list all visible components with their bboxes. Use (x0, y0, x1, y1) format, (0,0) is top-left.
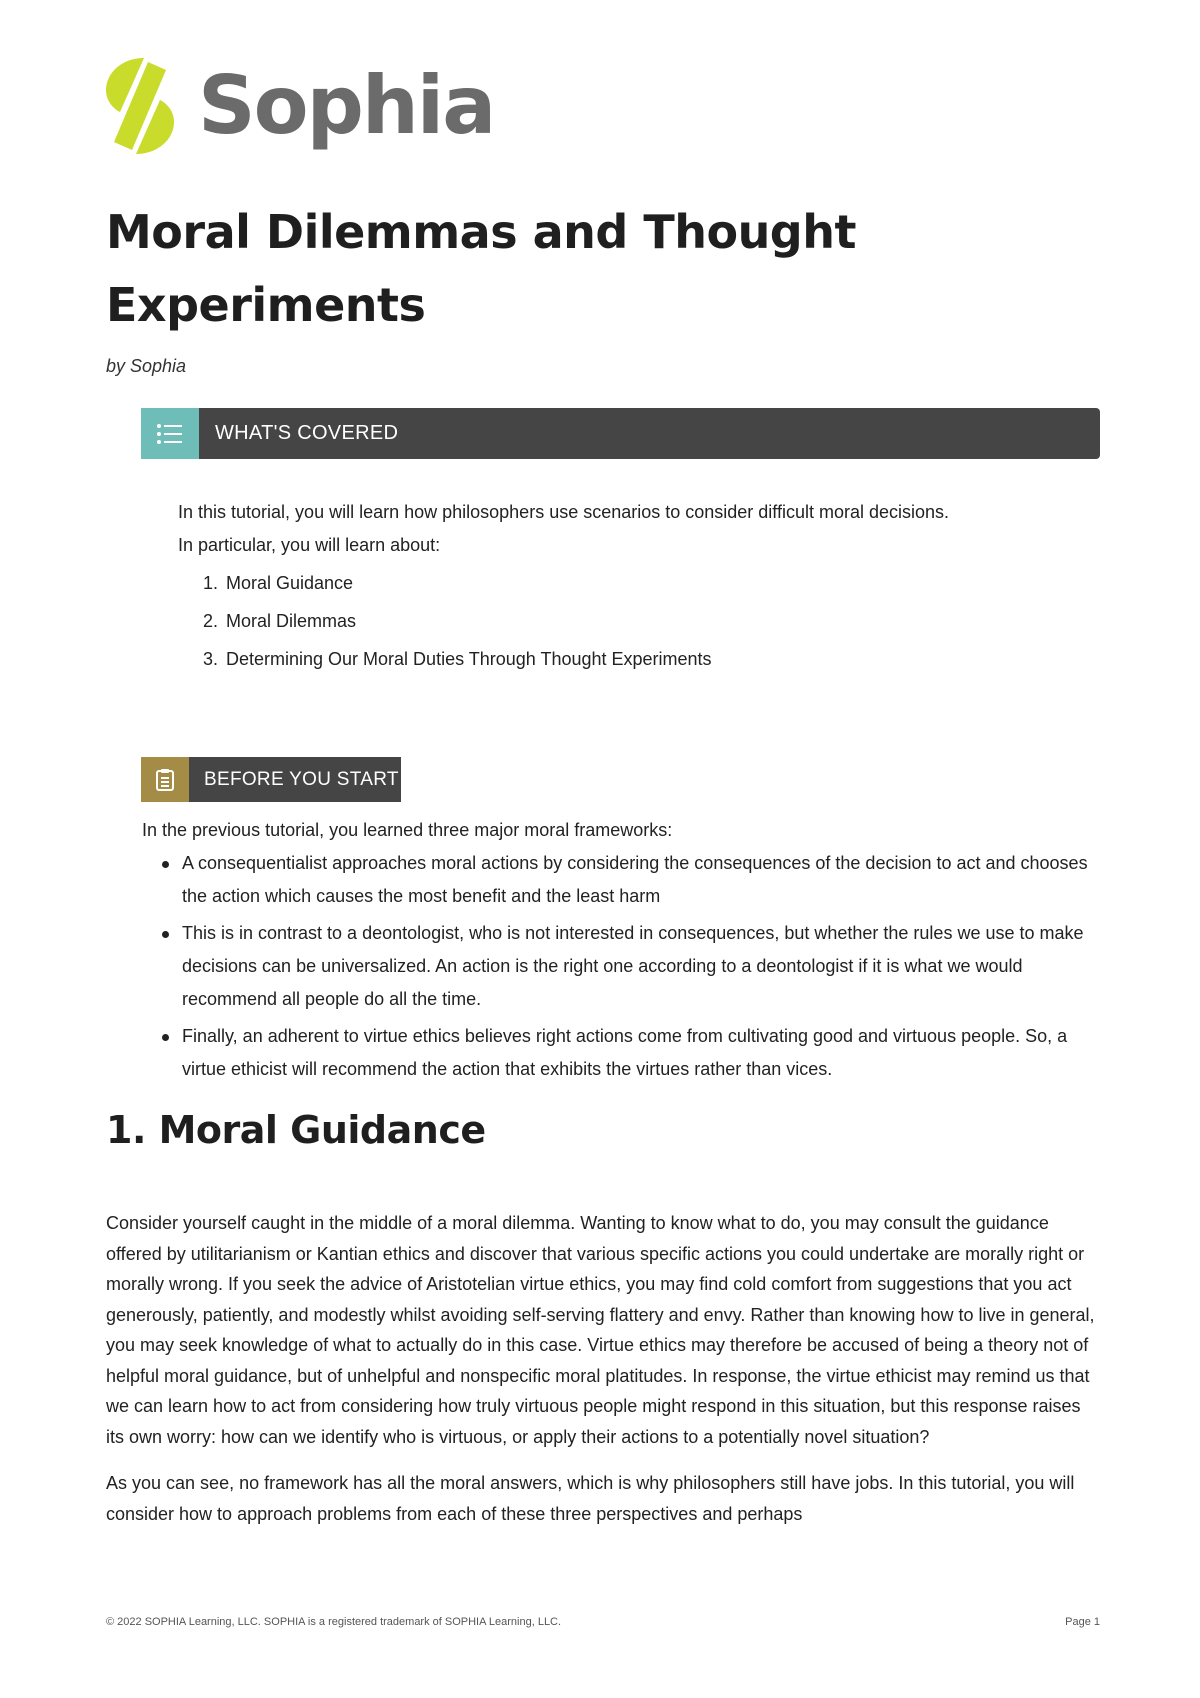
list-item: 1. Moral Guidance (202, 572, 354, 593)
footer-copyright: © 2022 SOPHIA Learning, LLC. SOPHIA is a registered trademark of SOPHIA Learning, LLC. (106, 1616, 562, 1628)
page-number: Page 1 (1065, 1616, 1100, 1628)
before-you-start-list (142, 847, 1102, 1086)
sophia-logo-icon (104, 56, 176, 156)
section-heading: 1. Moral Guidance (106, 1108, 486, 1152)
list-icon (141, 408, 199, 459)
byline: by Sophia (106, 356, 187, 376)
whats-covered-label: WHAT'S COVERED (215, 422, 399, 444)
list-item: 2. Moral Dilemmas (202, 610, 357, 631)
list-item: 3. Determining Our Moral Duties Through Thought Experiments (202, 648, 712, 669)
whats-covered-intro: In this tutorial, you will learn how philosophers use scenarios to consider difficult moral decisions. (178, 502, 950, 522)
page-title: Moral Dilemmas and Thought Experiments (106, 205, 856, 332)
clipboard-icon (141, 757, 189, 802)
before-you-start-body (142, 814, 1102, 1090)
before-you-start-header (141, 757, 401, 802)
logo-wordmark: Sophia (198, 59, 495, 152)
list-item: Finally, an adherent to virtue ethics believes right actions come from cultivating good and virtuous people. So, a virtue ethicist will recommend the action that exhibits the virtues rather than vices. (142, 1020, 1102, 1086)
list-item: This is in contrast to a deontologist, who is not interested in consequences, but whether the rules we use to make decisions can be universalized. An action is the right one according to a deontologist if it is what we would recommend all people do all the time. (142, 917, 1102, 1016)
before-you-start-intro: In the previous tutorial, you learned three major moral frameworks: (142, 820, 673, 840)
whats-covered-body (178, 496, 1078, 678)
sophia-logo (104, 56, 494, 156)
list-item: A consequentialist approaches moral actions by considering the consequences of the decision to act and chooses the action which causes the most benefit and the least harm (142, 847, 1102, 913)
paragraph: As you can see, no framework has all the moral answers, which is why philosophers still have jobs. In this tutorial, you will consider how to approach problems from each of these three perspectives and perhaps (106, 1473, 1075, 1524)
whats-covered-intro-2: In particular, you will learn about: (178, 535, 441, 555)
before-you-start-label: BEFORE YOU START (204, 768, 399, 790)
section-body (106, 1208, 1101, 1545)
whats-covered-list (178, 564, 1078, 678)
paragraph: Consider yourself caught in the middle of a moral dilemma. Wanting to know what to do, you may consult the guidance offered by utilitarianism or Kantian ethics and discover that various specific actions you could undertake are morally right or morally wrong. If you seek the advice of Aristotelian virtue ethics, you may find cold comfort from suggestions that you act generously, patiently, and modestly whilst avoiding self-serving flattery and envy. Rather than knowing how to live in general, you may seek knowledge of what to actually do in this case. Virtue ethics may therefore be accused of being a theory not of helpful moral guidance, but of unhelpful and nonspecific moral platitudes. In response, the virtue ethicist may remind us that we can learn how to act from considering how truly virtuous people might respond in this situation, but this response raises its own worry: how can we identify who is virtuous, or apply their actions to a potentially novel situation? (106, 1213, 1095, 1447)
whats-covered-header (141, 408, 1100, 459)
